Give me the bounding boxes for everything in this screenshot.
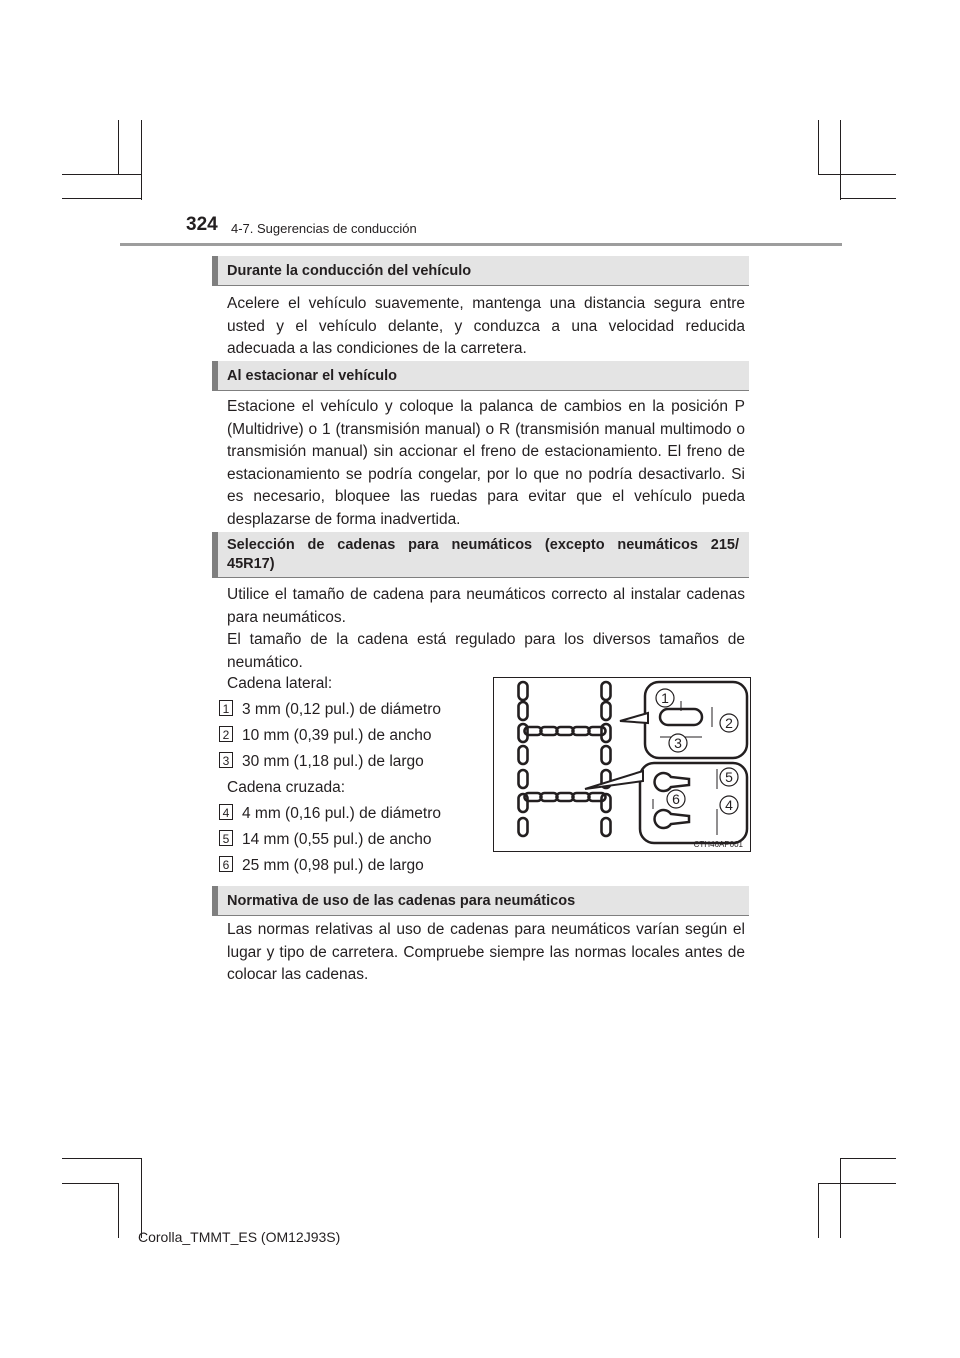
spec-text: 14 mm (0,55 pul.) de ancho [242,831,432,848]
lateral-chain-label: Cadena lateral: [227,675,333,692]
spec-text: 30 mm (1,18 pul.) de largo [242,753,424,770]
figure-callout: 4 [725,797,733,813]
section-heading-parking: Al estacionar el vehículo [212,361,749,391]
spec-number: 2 [219,726,233,742]
footer-doc-id: Corolla_TMMT_ES (OM12J93S) [138,1229,341,1245]
spec-item [219,699,441,721]
spec-number: 1 [219,700,233,716]
page-number: 324 [186,214,218,235]
section-heading-chain-regulations: Normativa de uso de las cadenas para neumáticos [212,886,749,916]
spec-number: 6 [219,856,233,872]
spec-text: 25 mm (0,98 pul.) de largo [242,857,424,874]
section-body-chain-selection: Utilice el tamaño de cadena para neumáticos correcto al instalar cadenas para neumáticos. [227,586,745,626]
section-body-driving: Acelere el vehículo suavemente, mantenga una distancia segura entre usted y el vehículo delante, y conduzca a una velocidad reducida adecuada a las condiciones de la carretera. [227,295,745,358]
spec-text: 4 mm (0,16 pul.) de diámetro [242,805,442,822]
figure-callout: 1 [661,690,669,706]
cross-chain-label: Cadena cruzada: [227,779,346,796]
figure-callout: 3 [674,735,682,751]
section-heading-driving: Durante la conducción del vehículo [212,256,749,286]
figure-callout: 2 [725,715,733,731]
figure-callout: 5 [725,769,733,785]
spec-text: 3 mm (0,12 pul.) de diámetro [242,701,442,718]
section-body-chain-size: El tamaño de la cadena está regulado para los diversos tamaños de neumático. [227,631,745,671]
figure-code: CTH46AP001 [693,840,743,849]
breadcrumb: 4-7. Sugerencias de conducción [231,221,417,236]
header-rule [120,243,842,246]
spec-item [219,725,432,747]
spec-item [219,751,424,773]
spec-number: 3 [219,752,233,768]
section-heading-chain-selection: Selección de cadenas para neumáticos (excepto neumáticos 215/ 45R17) [212,532,749,578]
spec-item [219,829,432,851]
section-body-parking: Estacione el vehículo y coloque la palanca de cambios en la posición P (Multidrive) o 1 (transmisión manual) o R (transmisión manual multimodo o transmisión manual) sin accionar el freno de estacionamiento. El freno de estacionamiento se podría congelar, por lo que no podría desactivarlo. Si es necesario, bloquee las ruedas para evitar que el vehículo pueda desplazarse de forma inadvertida. [227,398,745,528]
tire-chain-figure [493,677,751,852]
spec-item [219,855,424,877]
spec-number: 4 [219,804,233,820]
figure-callout: 6 [672,791,680,807]
spec-item [219,803,441,825]
spec-text: 10 mm (0,39 pul.) de ancho [242,727,432,744]
section-body-chain-regulations: Las normas relativas al uso de cadenas para neumáticos varían según el lugar y tipo de carretera. Compruebe siempre las normas locales antes de colocar las cadenas. [227,921,745,984]
spec-number: 5 [219,830,233,846]
